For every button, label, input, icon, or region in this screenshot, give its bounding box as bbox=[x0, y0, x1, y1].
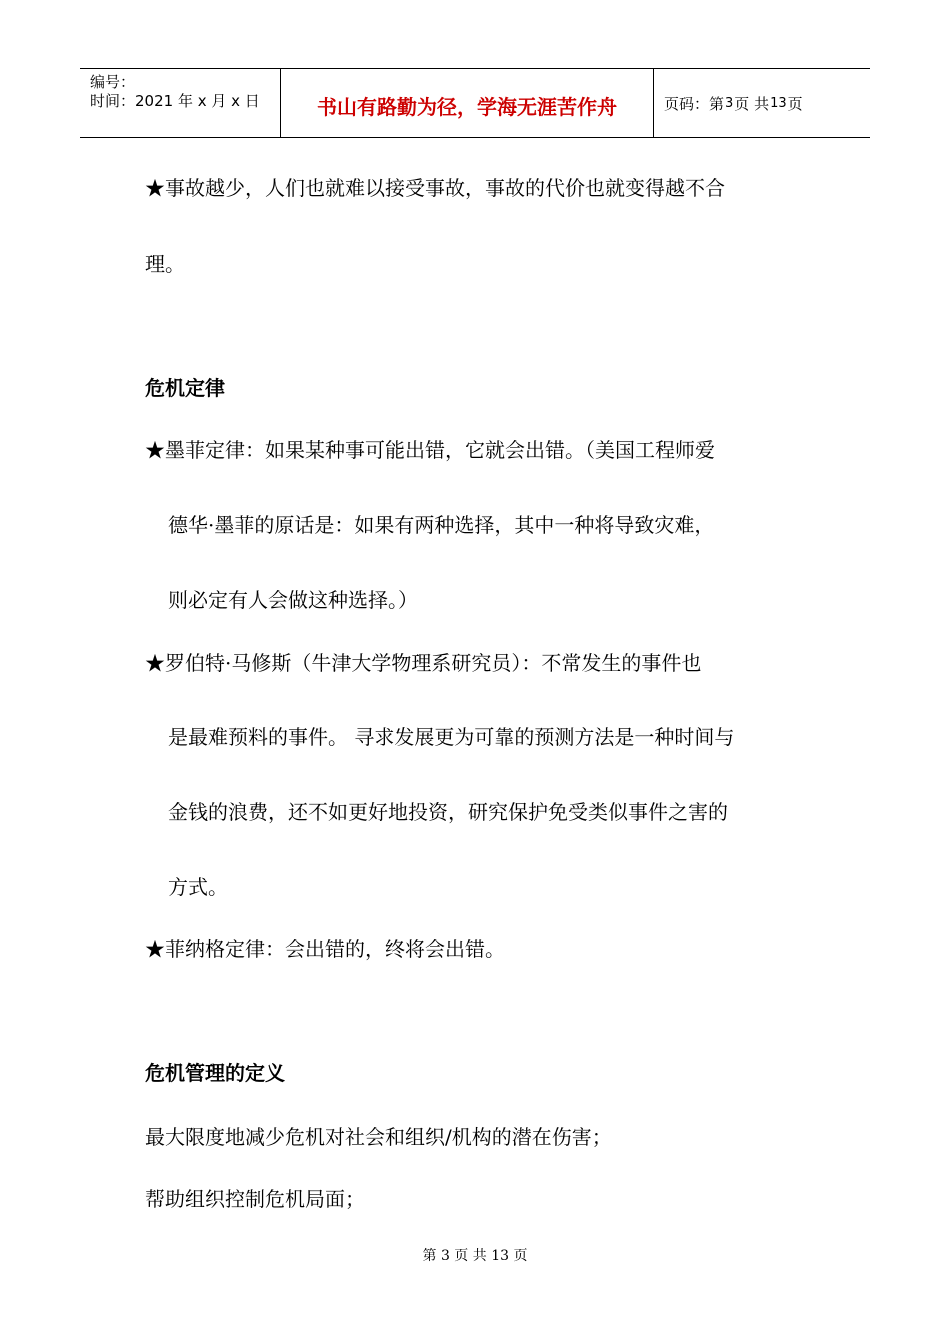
paragraph-matthews-line3: 金钱的浪费，还不如更好地投资，研究保护免受类似事件之害的 bbox=[168, 800, 728, 824]
document-time-label: 时间：2021 年 x 月 x 日 bbox=[90, 92, 260, 110]
heading-crisis-laws: 危机定律 bbox=[145, 376, 225, 400]
paragraph-matthews-line4: 方式。 bbox=[168, 875, 228, 899]
page-header bbox=[80, 68, 870, 138]
header-meta bbox=[80, 69, 281, 137]
paragraph-matthews-line2: 是最难预料的事件。 寻求发展更为可靠的预测方法是一种时间与 bbox=[168, 725, 735, 749]
paragraph-murphy-line3: 则必定有人会做这种选择。） bbox=[168, 588, 418, 612]
paragraph-matthews-line1: ★罗伯特·马修斯（牛津大学物理系研究员）：不常发生的事件也 bbox=[145, 651, 702, 675]
page-suffix: 页 bbox=[787, 94, 803, 113]
document-number-label: 编号： bbox=[90, 73, 136, 91]
heading-crisis-management-definition: 危机管理的定义 bbox=[145, 1061, 285, 1085]
paragraph-accident-line2: 理。 bbox=[145, 252, 185, 276]
page-footer: 第 3 页 共 13 页 bbox=[422, 1248, 528, 1264]
paragraph-murphy-line1: ★墨菲定律：如果某种事可能出错，它就会出错。（美国工程师爱 bbox=[145, 438, 715, 462]
page-total: 13 bbox=[770, 95, 787, 111]
page-prefix: 页码：第 bbox=[664, 94, 725, 113]
paragraph-murphy-line2: 德华·墨菲的原话是：如果有两种选择，其中一种将导致灾难， bbox=[168, 513, 715, 537]
page-current: 3 bbox=[725, 95, 734, 111]
paragraph-definition-line2: 帮助组织控制危机局面； bbox=[145, 1187, 365, 1211]
paragraph-definition-line1: 最大限度地减少危机对社会和组织/机构的潜在伤害； bbox=[145, 1125, 612, 1149]
header-motto: 书山有路勤为径，学海无涯苦作舟 bbox=[281, 69, 654, 137]
paragraph-finagle-line1: ★菲纳格定律：会出错的，终将会出错。 bbox=[145, 937, 505, 961]
paragraph-accident-line1: ★事故越少，人们也就难以接受事故，事故的代价也就变得越不合 bbox=[145, 176, 725, 200]
page-mid: 页 共 bbox=[734, 94, 770, 113]
header-page-number bbox=[654, 69, 870, 137]
